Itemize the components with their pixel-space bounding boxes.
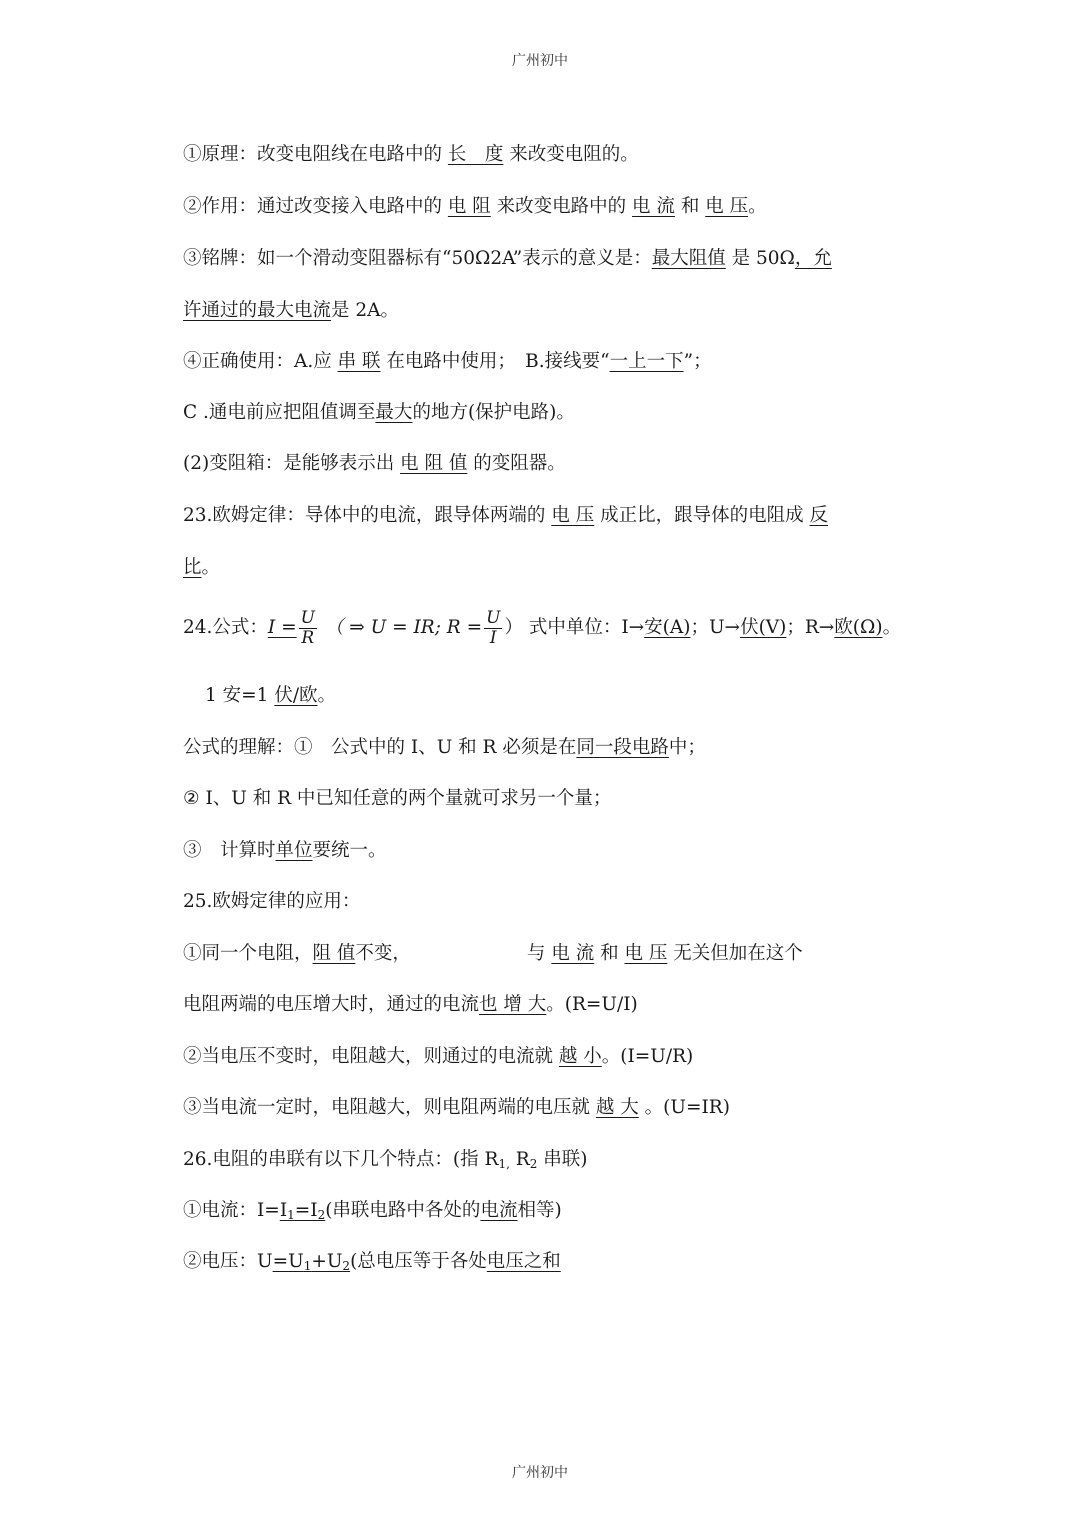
fraction-u-over-i: $\frac{U}{I}$ <box>486 607 501 648</box>
line-ohms-law-cont: 比。 <box>183 557 221 578</box>
line-series-current: ①电流：$I=I_1=I_2$(串联电路中各处的电流相等) <box>183 1200 562 1222</box>
unit-ohm: 欧(Ω) <box>834 617 883 638</box>
line-voltage-constant: ②当电压不变时，电阻越大，则通过的电流就 越 小。(I=U/R) <box>183 1046 694 1067</box>
line-unit-relation: 1 安=1 伏/欧。 <box>205 685 337 706</box>
line-nameplate: ③铭牌：如一个滑动变阻器标有“50Ω2A”表示的意义是：最大阻值 是 50Ω，允 <box>183 248 832 269</box>
line-same-resistor: ①同一个电阻，阻 值不变， 与 电 流 和 电 压 无关但加在这个 <box>183 943 803 964</box>
blank-answer: 电 流 <box>632 196 675 217</box>
line-units-consistent: ③ 计算时单位要统一。 <box>183 840 387 861</box>
blank-answer: 最大 <box>375 402 413 423</box>
blank-answer: 也 增 大 <box>479 994 547 1015</box>
line-formula-understanding: 公式的理解：① 公式中的 I、U 和 R 必须是在同一段电路中； <box>183 737 706 758</box>
page-header: 广州初中 <box>512 53 568 69</box>
line-two-known: ② I、U 和 R 中已知任意的两个量就可求另一个量； <box>183 788 612 809</box>
line-formula: 24.公式：I = $\frac{U}{R}$ （ ⇒ U = IR; R = $\frac{U}{I}$ ） 式中单位：I→安(A)；U→伏(V)；R→欧(Ω)。 <box>183 607 902 648</box>
line-ohms-law: 23.欧姆定律：导体中的电流，跟导体两端的 电 压 成正比，跟导体的电阻成 反 <box>183 505 828 526</box>
blank-answer: 单位 <box>275 840 313 861</box>
blank-answer: 越 大 <box>595 1097 639 1118</box>
blank-answer: 伏/欧 <box>274 685 318 706</box>
line-nameplate-cont: 许通过的最大电流是 2A。 <box>183 300 400 321</box>
blank-answer: 阻 值 <box>312 943 356 964</box>
blank-answer: 电 阻 <box>447 196 491 217</box>
blank-answer: 电 阻 值 <box>400 453 468 474</box>
formula-derived: （ ⇒ U = IR; R = <box>324 617 483 638</box>
line-series-voltage: ②电压：$U=U_1+U_2$(总电压等于各处电压之和 <box>183 1251 561 1273</box>
blank-answer: ，允 <box>794 248 832 269</box>
blank-answer: 越 小 <box>558 1046 602 1067</box>
line-current-constant: ③当电流一定时，电阻越大，则电阻两端的电压就 越 大 。(U=IR) <box>183 1097 730 1118</box>
line-resistance-box: (2)变阻箱：是能够表示出 电 阻 值 的变阻器。 <box>183 453 566 474</box>
blank-answer: 许通过的最大电流 <box>183 300 332 321</box>
blank-answer: 比 <box>183 557 202 578</box>
unit-volt: 伏(V) <box>740 617 787 638</box>
line-principle: ①原理：改变电阻线在电路中的 长 度 来改变电阻的。 <box>183 144 639 165</box>
unit-ampere: 安(A) <box>644 617 691 638</box>
page-footer: 广州初中 <box>512 1465 568 1481</box>
line-series-heading: 26.电阻的串联有以下几个特点：(指 $R_{1,}$ $R_2$ 串联) <box>183 1149 588 1171</box>
line-correct-use: ④正确使用：A.应 串 联 在电路中使用； B.接线要“一上一下”； <box>183 351 712 372</box>
blank-answer: 电 流 <box>551 943 595 964</box>
blank-answer: 反 <box>809 505 828 526</box>
blank-answer: 串 联 <box>337 351 381 372</box>
line-same-resistor-cont: 电阻两端的电压增大时，通过的电流也 增 大。(R=U/I) <box>183 994 638 1015</box>
line-applications-heading: 25.欧姆定律的应用： <box>183 891 361 912</box>
blank-answer: 电流 <box>480 1200 518 1221</box>
line-before-power: C .通电前应把阻值调至最大的地方(保护电路)。 <box>183 402 575 423</box>
blank-answer: 电 压 <box>624 943 668 964</box>
blank-answer: 电 压 <box>705 196 749 217</box>
blank-answer: 最大阻值 <box>651 248 726 269</box>
blank-answer: 电 压 <box>551 505 595 526</box>
fraction-u-over-r: $\frac{U}{R}$ <box>300 607 315 648</box>
blank-answer: 同一段电路 <box>576 737 669 758</box>
formula-i1-i2: $I_1=I_2$ <box>279 1200 326 1222</box>
blank-answer: 电压之和 <box>486 1251 561 1272</box>
blank-answer: 一上一下 <box>609 351 684 372</box>
line-function: ②作用：通过改变接入电路中的 电 阻 来改变电路中的 电 流 和 电 压。 <box>183 196 767 217</box>
formula-u1-u2: $=U_1+U_2$ <box>272 1251 351 1273</box>
formula-lhs: I = <box>267 617 297 638</box>
blank-answer: 长 度 <box>447 144 504 165</box>
